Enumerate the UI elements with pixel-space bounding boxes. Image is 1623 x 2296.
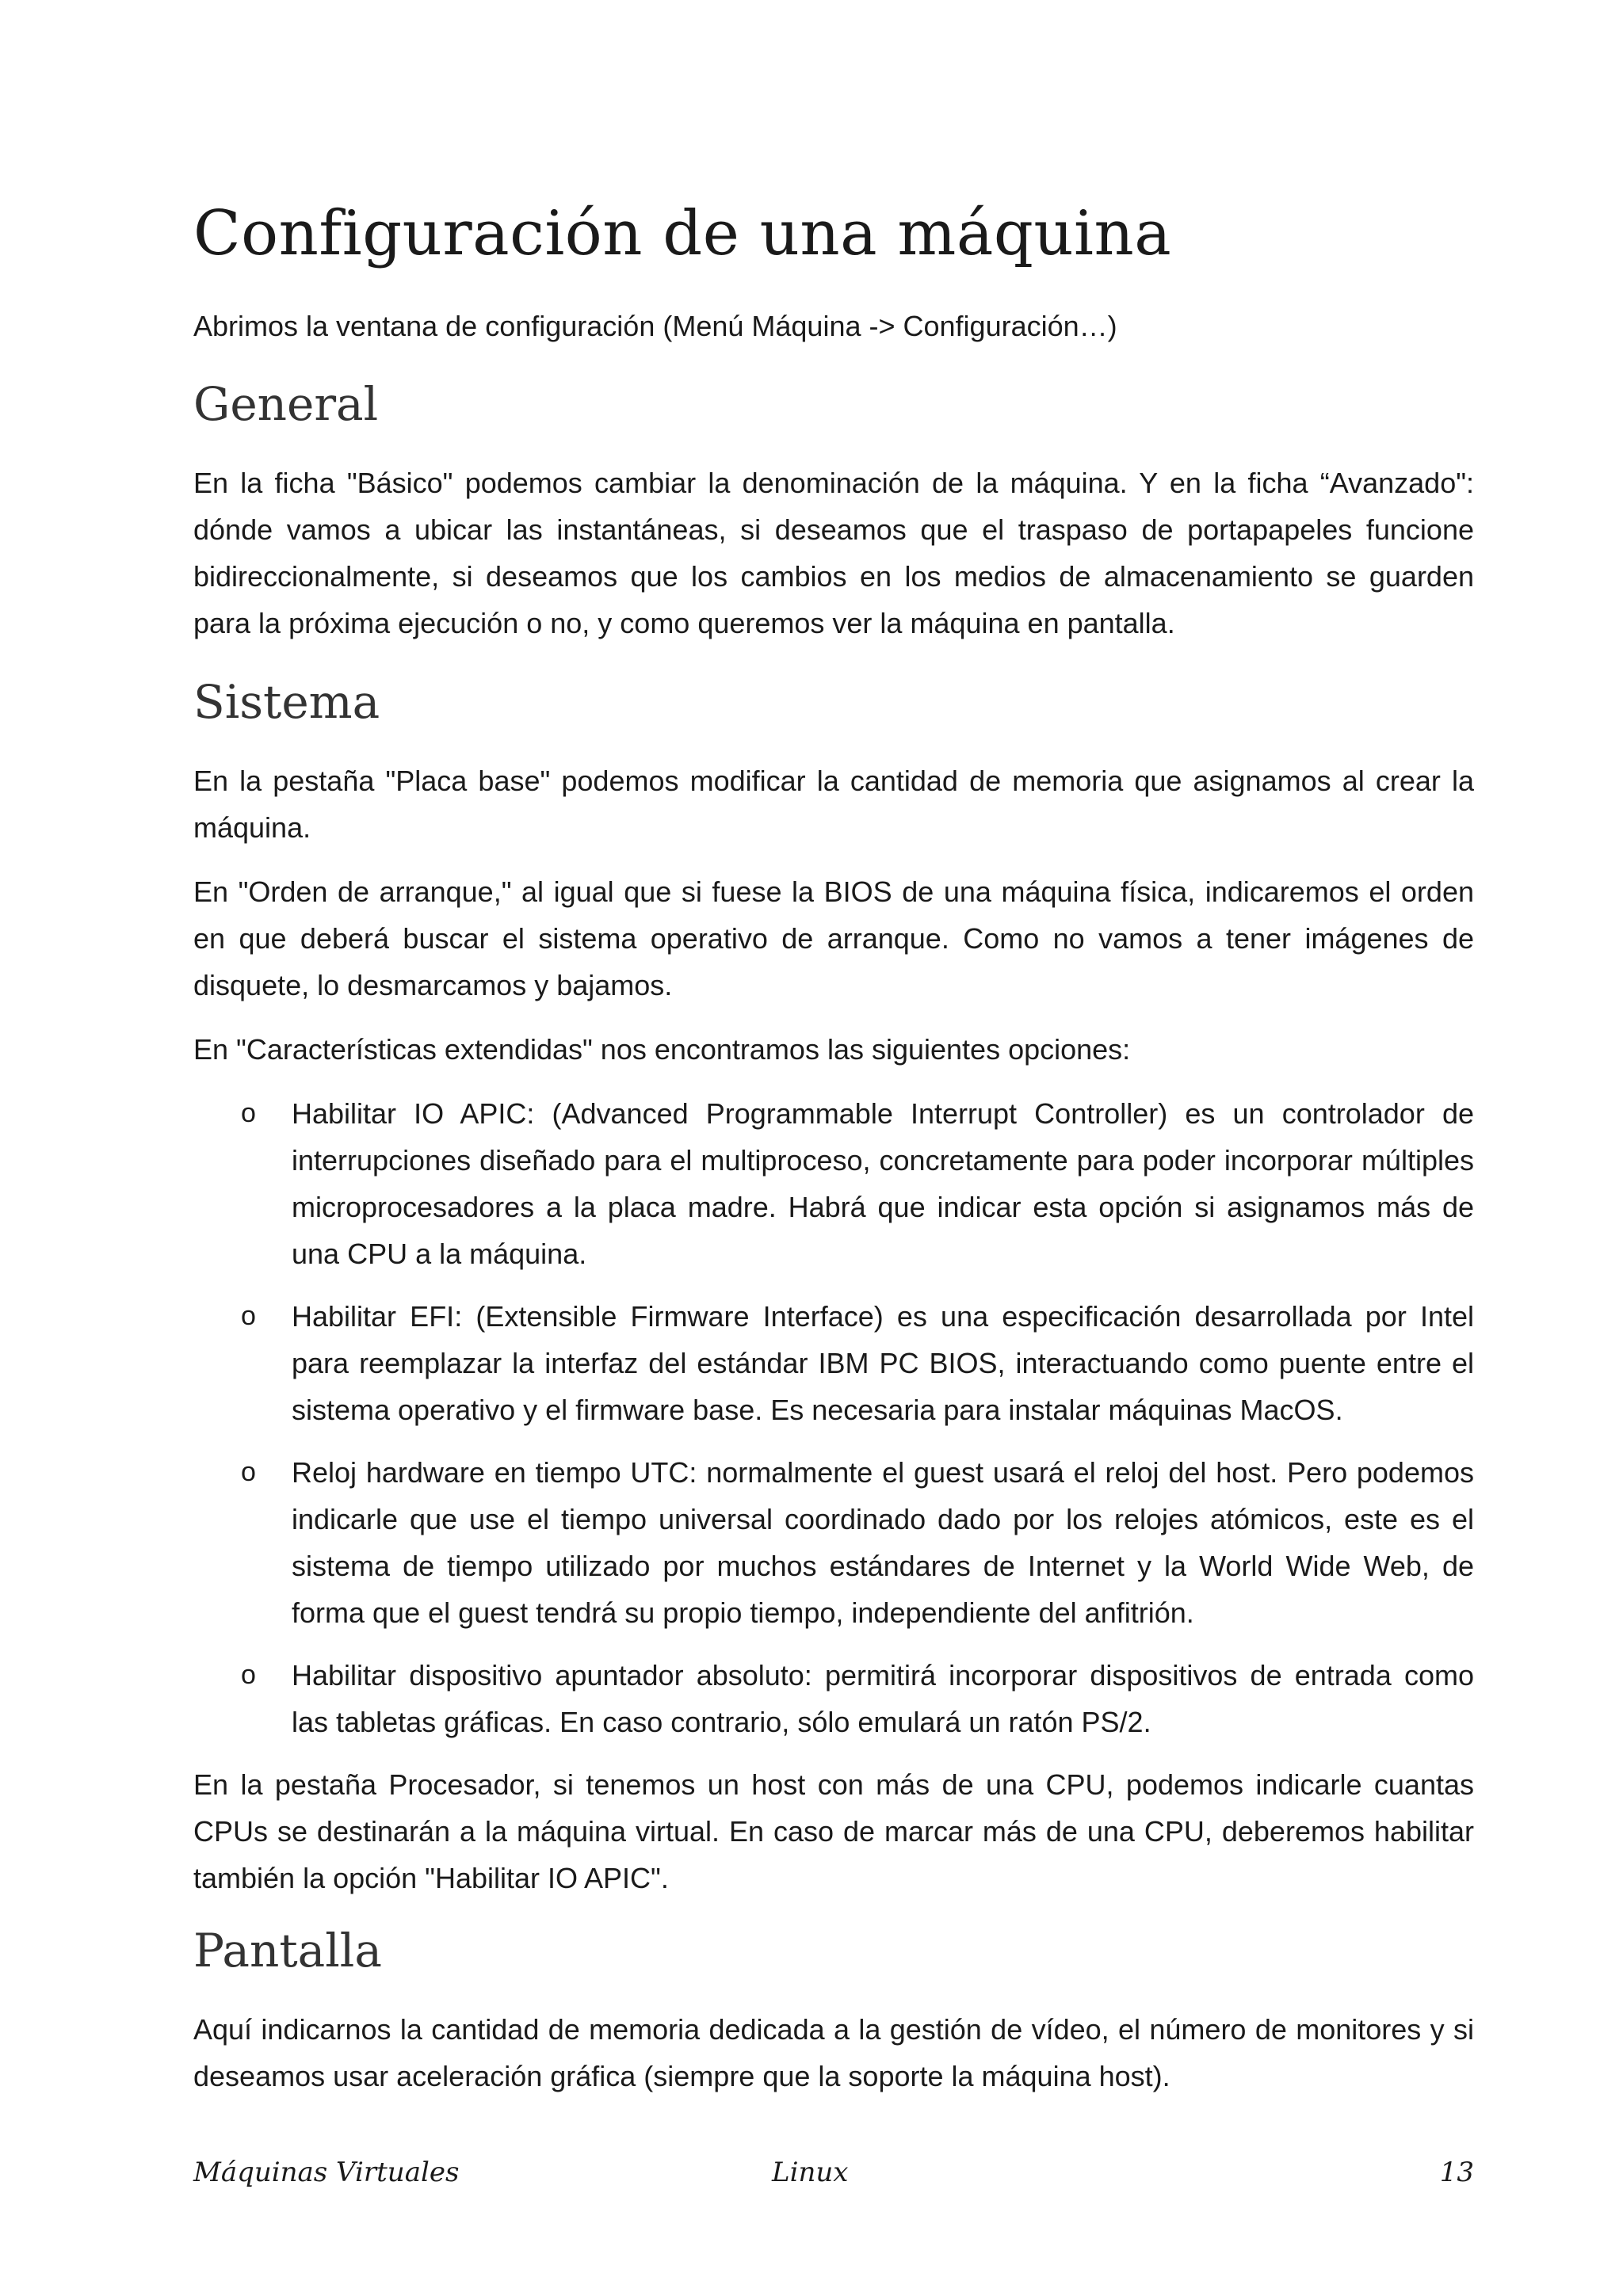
sistema-content	[193, 757, 1474, 1901]
list-item-text: Habilitar EFI: (Extensible Firmware Interface) es una especificación desarrollada por Intel para reemplazar la interfaz del estándar IBM PC BIOS, interactuando como puente entre el sistema operativo y el firmware base. Es necesaria para instalar máquinas MacOS.	[292, 1300, 1474, 1426]
footer-book-title: Máquinas Virtuales	[193, 2157, 460, 2188]
sistema-paragraph-placa-base: En la pestaña "Placa base" podemos modificar la cantidad de memoria que asignamos al crear la máquina.	[193, 765, 1474, 844]
page-footer	[193, 2157, 1474, 2204]
options-list	[193, 1090, 1474, 1745]
bullet-icon: o	[241, 1301, 256, 1331]
pantalla-paragraph-block	[193, 2006, 1474, 2100]
sistema-paragraph-orden-arranque: En "Orden de arranque," al igual que si fuese la BIOS de una máquina física, indicaremos el orden en que deberá buscar el sistema operativo de arranque. Como no vamos a tener imágenes de disquete, lo desmarcamos y bajamos.	[193, 875, 1474, 1001]
intro-text: Abrimos la ventana de configuración (Menú Máquina -> Configuración…)	[193, 310, 1117, 342]
footer-page-number: 13	[1439, 2157, 1474, 2188]
footer-chapter: Linux	[772, 2157, 849, 2188]
general-paragraph: En la ficha "Básico" podemos cambiar la denominación de la máquina. Y en la ficha “Avanzado": dónde vamos a ubicar las instantáneas, si deseamos que el traspaso de portapapeles funcione bidireccionalmente, si deseamos que los cambios en los medios de almacenamiento se guarden para la próxima ejecución o no, y como queremos ver la máquina en pantalla.	[193, 467, 1474, 639]
page-title: Configuración de una máquina	[193, 198, 1172, 269]
list-item	[193, 1449, 1474, 1636]
heading-sistema: Sistema	[193, 675, 380, 729]
sistema-paragraph-caracteristicas: En "Características extendidas" nos encontramos las siguientes opciones:	[193, 1033, 1131, 1066]
list-item	[193, 1090, 1474, 1277]
list-item-text: Reloj hardware en tiempo UTC: normalmente el guest usará el reloj del host. Pero podemos indicarle que use el tiempo universal coordinado dado por los relojes atómicos, este es el sistema de tiempo utilizado por muchos estándares de Internet y la World Wide Web, de forma que el guest tendrá su propio tiempo, independiente del anfitrión.	[292, 1456, 1474, 1629]
sistema-paragraph-procesador: En la pestaña Procesador, si tenemos un host con más de una CPU, podemos indicarle cuantas CPUs se destinarán a la máquina virtual. En caso de marcar más de una CPU, deberemos habilitar también la opción "Habilitar IO APIC".	[193, 1768, 1474, 1894]
heading-general: General	[193, 377, 379, 431]
bullet-icon: o	[241, 1098, 256, 1128]
bullet-icon: o	[241, 1660, 256, 1690]
pantalla-paragraph: Aquí indicarnos la cantidad de memoria dedicada a la gestión de vídeo, el número de monitores y si deseamos usar aceleración gráfica (siempre que la soporte la máquina host).	[193, 2013, 1474, 2092]
heading-pantalla: Pantalla	[193, 1924, 382, 1978]
list-item	[193, 1293, 1474, 1433]
general-paragraph-block	[193, 460, 1474, 646]
bullet-icon: o	[241, 1457, 256, 1487]
list-item-text: Habilitar dispositivo apuntador absoluto: permitirá incorporar dispositivos de entrada como las tabletas gráficas. En caso contrario, sólo emulará un ratón PS/2.	[292, 1659, 1474, 1738]
list-item-text: Habilitar IO APIC: (Advanced Programmable Interrupt Controller) es un controlador de interrupciones diseñado para el multiproceso, concretamente para poder incorporar múltiples microprocesadores a la placa madre. Habrá que indicar esta opción si asignamos más de una CPU a la máquina.	[292, 1097, 1474, 1270]
list-item	[193, 1652, 1474, 1745]
